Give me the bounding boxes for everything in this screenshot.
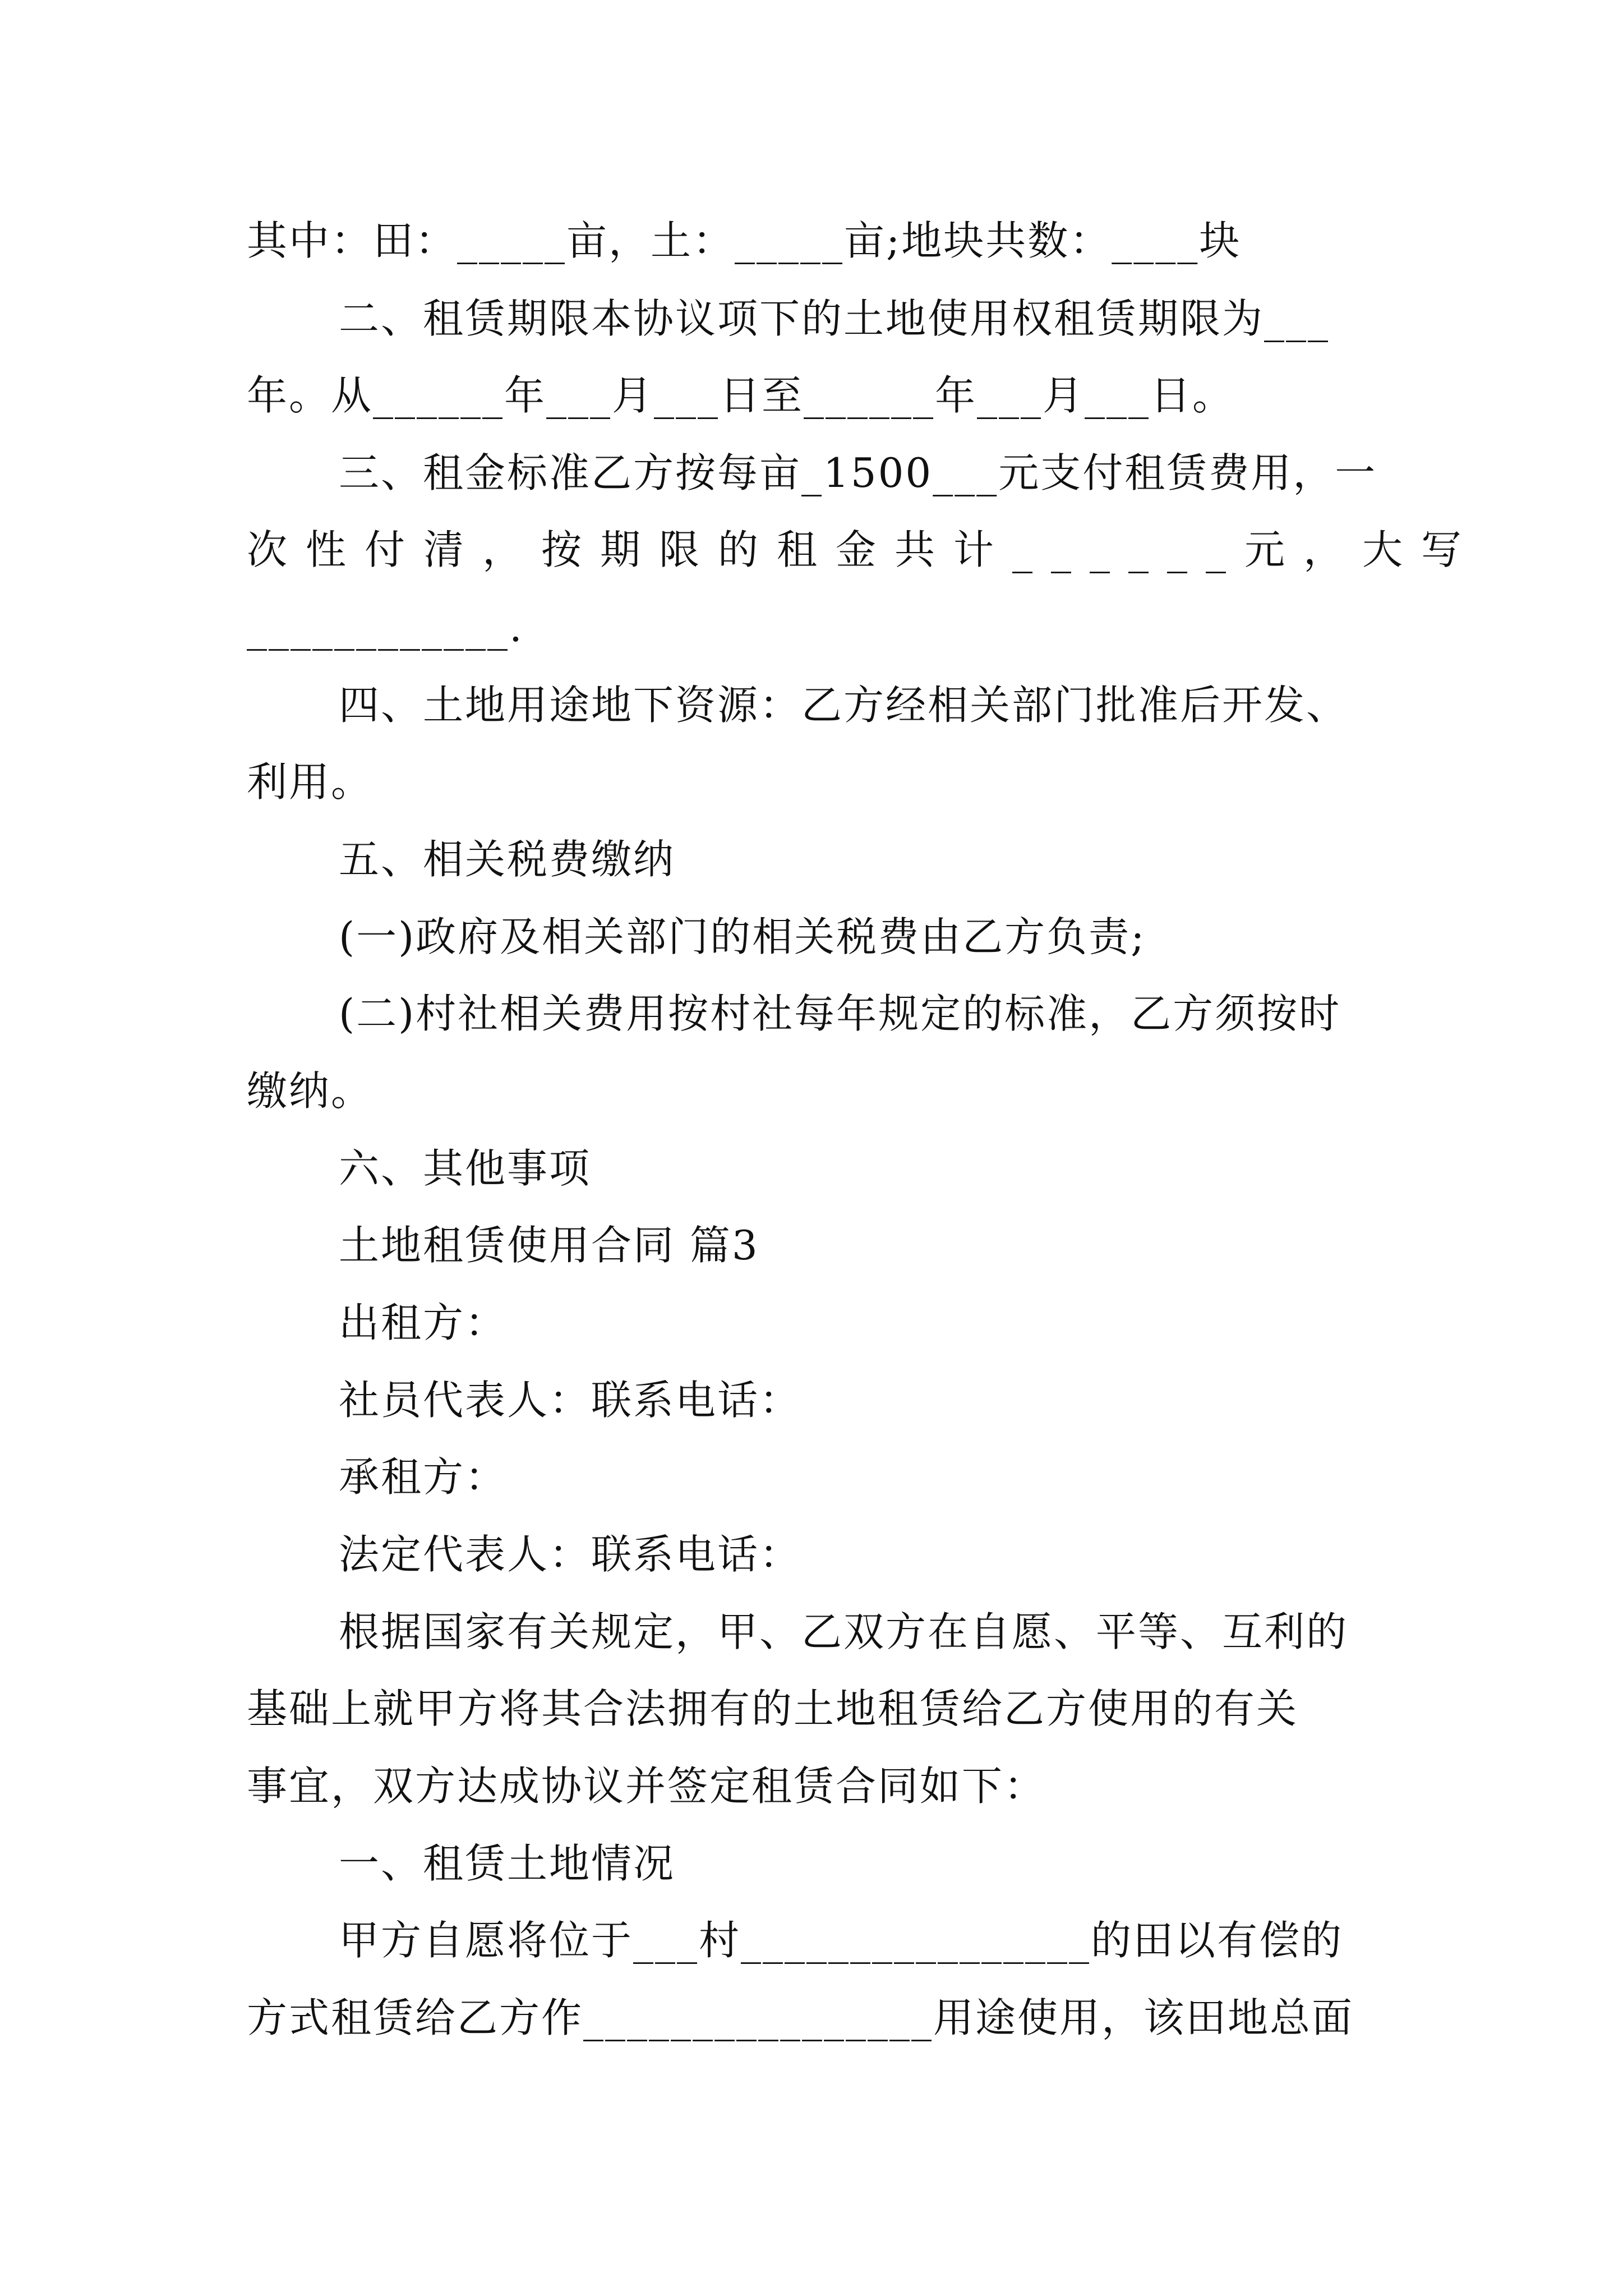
lessee-label: 承租方： [339,1453,508,1501]
text-line-preamble: 根据国家有关规定，甲、乙双方在自愿、平等、互利的 [339,1608,1349,1655]
text-line-rent-standard: 三、租金标准乙方按每亩_1500___元支付租赁费用，一 [339,449,1377,496]
text-line-rent-total: 次性付清，按期限的租金共计______元，大写 [247,526,1481,573]
text-line-land-use: 四、土地用途地下资源：乙方经相关部门批准后开发、 [339,682,1349,729]
text-line-tax-item-2-cont: 缴纳。 [247,1068,374,1115]
text-line-rent-uppercase: ____________. [247,604,524,651]
section-heading-land-info: 一、租赁土地情况 [339,1840,676,1887]
text-line-lease-term: 二、租赁期限本协议项下的土地使用权租赁期限为___ [339,295,1330,342]
text-line-land-location: 甲方自愿将位于___村________________的田以有偿的 [339,1917,1344,1964]
text-line-land-use-cont: 利用。 [247,758,374,806]
text-line-preamble-cont-2: 事宜，双方达成协议并签定租赁合同如下： [247,1763,1046,1810]
section-heading-other: 六、其他事项 [339,1145,592,1192]
text-line-lease-dates: 年。从______年___月___日至______年___月___日。 [247,372,1235,419]
text-line-tax-item-2: (二)村社相关费用按村社每年规定的标准，乙方须按时 [339,990,1341,1037]
lessor-label: 出租方： [339,1299,508,1346]
text-line-tax-item-1: (一)政府及相关部门的相关税费由乙方负责; [339,913,1146,960]
text-line-preamble-cont-1: 基础上就甲方将其合法拥有的土地租赁给乙方使用的有关 [247,1685,1299,1732]
section-heading-taxes: 五、相关税费缴纳 [339,836,676,883]
contract-title: 土地租赁使用合同 篇3 [339,1222,759,1269]
member-representative-label: 社员代表人：联系电话： [339,1377,802,1424]
text-line-land-purpose: 方式租赁给乙方作________________用途使用，该田地总面 [247,1994,1354,2041]
text-line-land-breakdown: 其中：田：_____亩，土：_____亩;地块共数：____块 [247,217,1242,264]
legal-representative-label: 法定代表人：联系电话： [339,1531,802,1578]
